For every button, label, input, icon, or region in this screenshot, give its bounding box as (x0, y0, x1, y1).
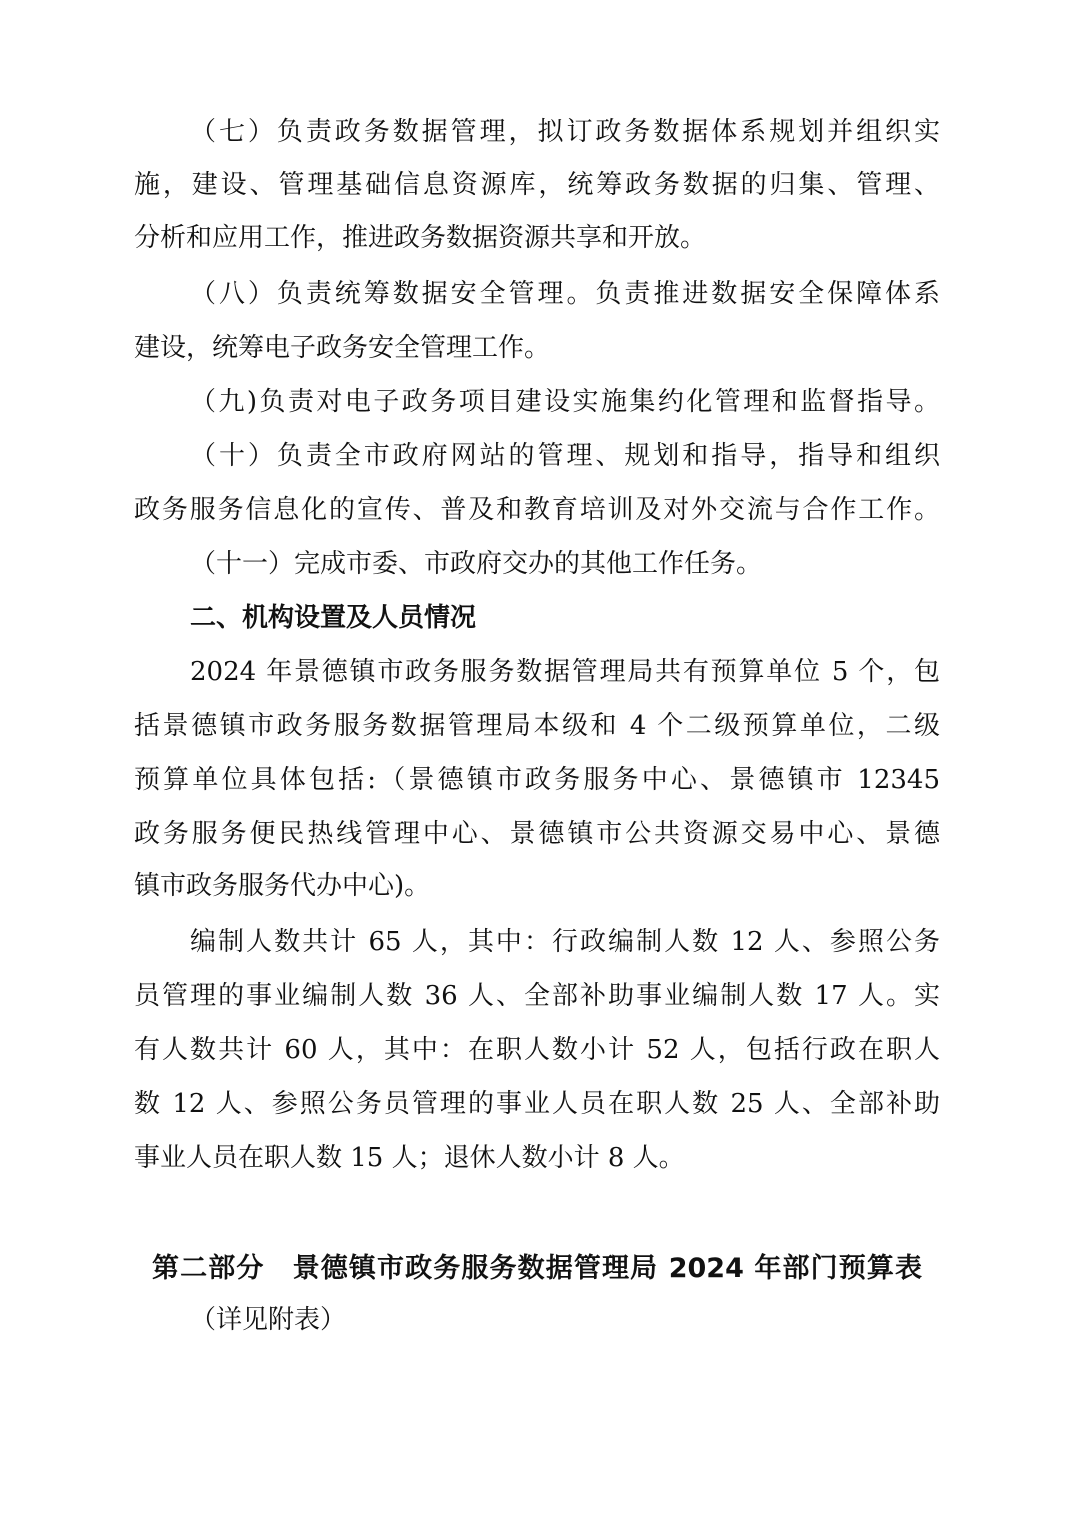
section-2-para-2-line-4: 数 12 人、参照公务员管理的事业人员在职人数 25 人、全部补助 (134, 1089, 940, 1119)
section-2-para-1-line-2: 括景德镇市政务服务数据管理局本级和 4 个二级预算单位，二级 (134, 711, 940, 741)
item-7-line-3: 分析和应用工作，推进政务数据资源共享和开放。 (134, 223, 707, 253)
section-2-para-1-line-1: 2024 年景德镇市政务服务数据管理局共有预算单位 5 个，包 (190, 657, 940, 687)
part-2-note: （详见附表） (190, 1305, 347, 1335)
section-2-para-2-line-3: 有人数共计 60 人，其中：在职人数小计 52 人，包括行政在职人 (134, 1035, 940, 1065)
item-10-line-1: （十）负责全市政府网站的管理、规划和指导，指导和组织 (190, 441, 940, 471)
item-7-line-1: （七）负责政务数据管理，拟订政务数据体系规划并组织实 (190, 117, 940, 147)
item-9-line-1: （九)负责对电子政务项目建设实施集约化管理和监督指导。 (190, 387, 940, 417)
section-2-para-2-line-1: 编制人数共计 65 人，其中：行政编制人数 12 人、参照公务 (190, 927, 940, 957)
section-2-para-1-line-3: 预算单位具体包括:（景德镇市政务服务中心、景德镇市 12345 (134, 765, 940, 795)
item-7-line-2: 施，建设、管理基础信息资源库，统筹政务数据的归集、管理、 (134, 170, 940, 200)
item-11-line-1: （十一）完成市委、市政府交办的其他工作任务。 (190, 549, 763, 579)
section-2-para-1-line-5: 镇市政务服务代办中心)。 (134, 871, 431, 901)
item-8-line-1: （八）负责统筹数据安全管理。负责推进数据安全保障体系 (190, 279, 940, 309)
section-2-para-2-line-2: 员管理的事业编制人数 36 人、全部补助事业编制人数 17 人。实 (134, 981, 940, 1011)
item-10-line-2: 政务服务信息化的宣传、普及和教育培训及对外交流与合作工作。 (134, 495, 940, 525)
section-2-para-2-line-5: 事业人员在职人数 15 人；退休人数小计 8 人。 (134, 1143, 685, 1173)
part-2-title: 第二部分 景德镇市政务服务数据管理局 2024 年部门预算表 (152, 1253, 922, 1284)
section-2-heading: 二、机构设置及人员情况 (190, 603, 477, 633)
section-2-para-1-line-4: 政务服务便民热线管理中心、景德镇市公共资源交易中心、景德 (134, 819, 940, 849)
item-8-line-2: 建设，统筹电子政务安全管理工作。 (134, 333, 551, 363)
